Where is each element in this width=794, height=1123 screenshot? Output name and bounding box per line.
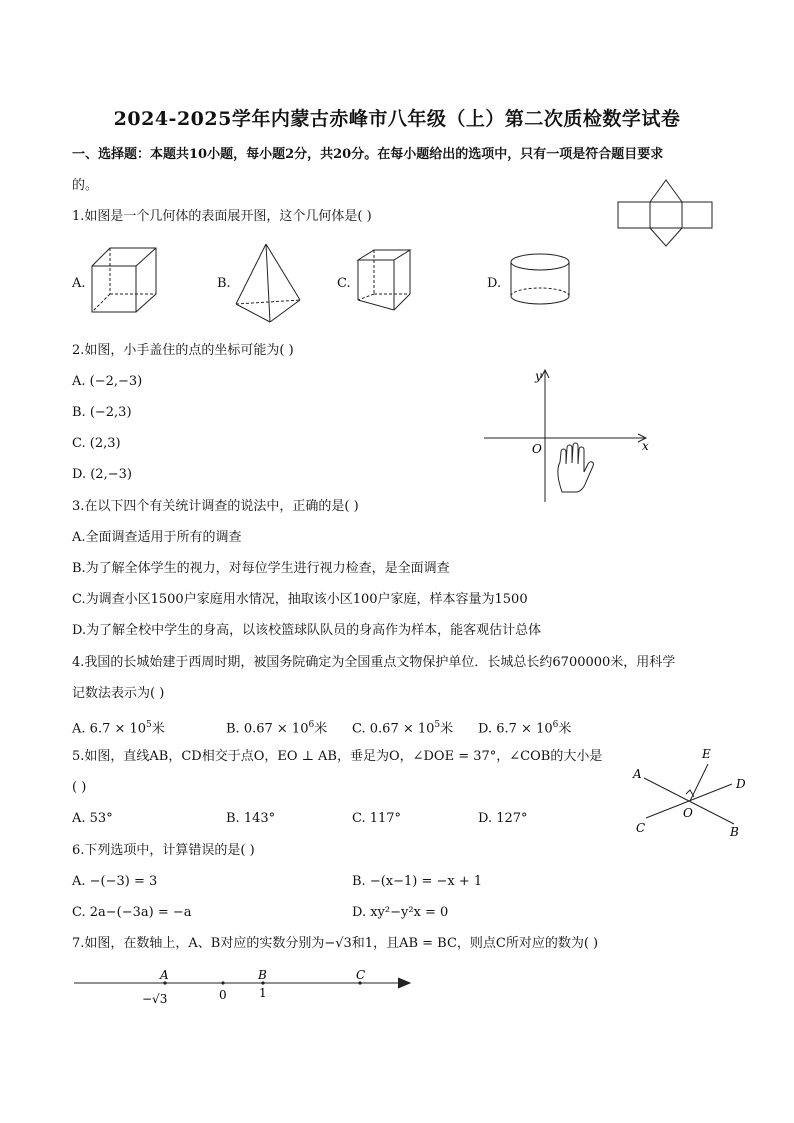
q6-option-d[interactable]: D. xy²−y²x = 0 bbox=[352, 905, 449, 920]
question-3-stem: 3.在以下四个有关统计调查的说法中，正确的是( ) bbox=[72, 499, 359, 514]
q2-coordinate-figure bbox=[480, 364, 660, 506]
question-2-stem: 2.如图，小手盖住的点的坐标可能为( ) bbox=[72, 343, 294, 358]
q1-option-d[interactable]: D. bbox=[487, 276, 502, 291]
q5-option-b[interactable]: B. 143° bbox=[226, 811, 276, 826]
q3-option-a[interactable]: A.全面调查适用于所有的调查 bbox=[72, 530, 242, 545]
pyramid-figure bbox=[232, 240, 304, 326]
q2-option-a[interactable]: A. (−2,−3) bbox=[72, 374, 143, 389]
label-b: B bbox=[730, 825, 739, 838]
page-title: 2024-2025学年内蒙古赤峰市八年级（上）第二次质检数学试卷 bbox=[113, 108, 681, 130]
x-axis-label: x bbox=[642, 439, 649, 453]
cube-figure bbox=[88, 244, 162, 318]
q4-option-a[interactable]: A. $6.7 \times 10^5$米 bbox=[72, 720, 165, 737]
q5-angle-figure bbox=[628, 742, 754, 838]
question-6-stem: 6.下列选项中，计算错误的是( ) bbox=[72, 843, 255, 858]
one-label: 1 bbox=[259, 986, 267, 1000]
question-5-stem-cont: ( ) bbox=[72, 780, 87, 795]
q4-option-b[interactable]: B. $0.67 \times 10^6$米 bbox=[226, 720, 328, 737]
neg-sqrt3-label: −√3 bbox=[142, 992, 168, 1006]
q2-option-b[interactable]: B. (−2,3) bbox=[72, 405, 132, 420]
q6-option-b[interactable]: B. −(x−1) = −x + 1 bbox=[352, 874, 483, 889]
q6-option-c[interactable]: C. 2a−(−3a) = −a bbox=[72, 905, 192, 920]
point-c-label: C bbox=[356, 968, 366, 982]
question-4-stem: 4.我国的长城始建于西周时期，被国务院确定为全国重点文物保护单位．长城总长约6700000米，用科学 bbox=[72, 655, 676, 670]
q5-option-a[interactable]: A. 53° bbox=[72, 811, 113, 826]
section-heading-cont: 的。 bbox=[72, 178, 99, 193]
point-a-label: A bbox=[160, 968, 169, 982]
point-b-label: B bbox=[258, 968, 267, 982]
q2-option-c[interactable]: C. (2,3) bbox=[72, 436, 121, 451]
q1-option-c[interactable]: C. bbox=[337, 276, 351, 291]
cylinder-figure bbox=[506, 250, 574, 310]
q5-option-d[interactable]: D. 127° bbox=[478, 811, 528, 826]
q6-option-a[interactable]: A. −(−3) = 3 bbox=[72, 874, 158, 889]
q5-option-c[interactable]: C. 117° bbox=[352, 811, 402, 826]
q7-number-line bbox=[70, 966, 420, 1012]
origin-label: O bbox=[532, 442, 542, 456]
zero-label: 0 bbox=[219, 988, 227, 1002]
label-d: D bbox=[736, 777, 746, 791]
question-4-stem-cont: 记数法表示为( ) bbox=[72, 686, 165, 701]
q1-option-b[interactable]: B. bbox=[217, 276, 231, 291]
hand-icon bbox=[558, 443, 594, 492]
q4-option-c[interactable]: C. $0.67 \times 10^5$米 bbox=[352, 720, 454, 737]
question-1-stem: 1.如图是一个几何体的表面展开图，这个几何体是( ) bbox=[72, 209, 372, 224]
q4-option-d[interactable]: D. $6.7 \times 10^6$米 bbox=[478, 720, 572, 737]
q3-option-b[interactable]: B.为了解全体学生的视力，对每位学生进行视力检查，是全面调查 bbox=[72, 561, 450, 576]
q1-net-figure bbox=[612, 176, 716, 248]
q1-option-a[interactable]: A. bbox=[72, 276, 86, 291]
label-c: C bbox=[636, 821, 646, 835]
y-axis-label: y bbox=[535, 369, 542, 383]
q3-option-d[interactable]: D.为了解全校中学生的身高，以该校篮球队队员的身高作为样本，能客观估计总体 bbox=[72, 623, 542, 638]
section-heading: 一、选择题：本题共10小题，每小题2分，共20分。在每小题给出的选项中，只有一项是符合题目要求 bbox=[72, 147, 664, 162]
q3-option-c[interactable]: C.为调查小区1500户家庭用水情况，抽取该小区100户家庭，样本容量为1500 bbox=[72, 592, 528, 607]
prism-figure bbox=[354, 246, 414, 314]
question-7-stem: 7.如图，在数轴上，A、B对应的实数分别为−√3和1，且AB = BC，则点C所对应的数为( ) bbox=[72, 936, 599, 951]
label-e: E bbox=[702, 747, 711, 761]
q2-option-d[interactable]: D. (2,−3) bbox=[72, 467, 132, 482]
label-a: A bbox=[633, 767, 642, 781]
question-5-stem: 5.如图，直线AB，CD相交于点O，EO ⊥ AB，垂足为O，∠DOE = 37°，∠COB的大小是 bbox=[72, 749, 603, 764]
label-o: O bbox=[683, 806, 693, 820]
